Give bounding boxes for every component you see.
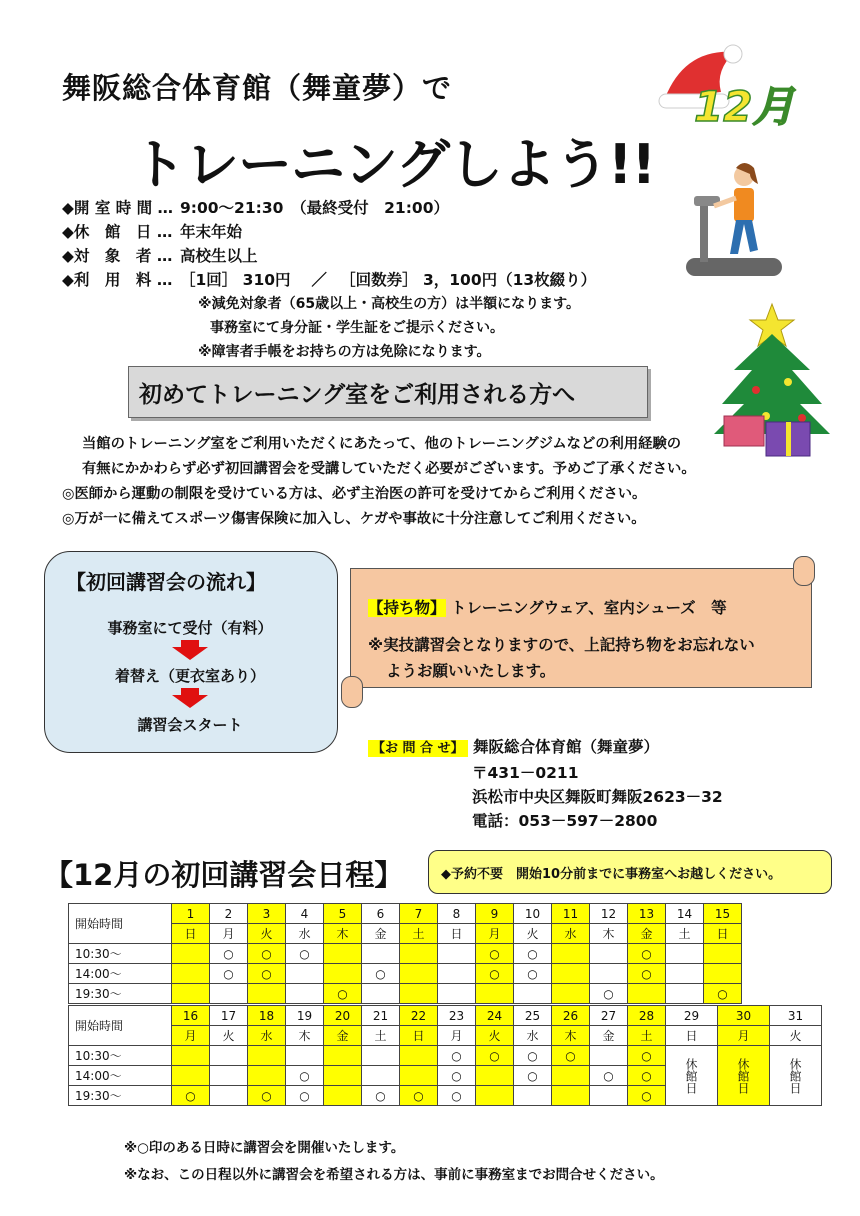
session-mark: ○: [248, 964, 286, 984]
session-mark: ○: [286, 1066, 324, 1086]
weekday-cell: 水: [514, 1026, 552, 1046]
date-cell: 7: [400, 904, 438, 924]
empty-slot: [210, 1046, 248, 1066]
weekday-cell: 金: [362, 924, 400, 944]
weekday-cell: 水: [248, 1026, 286, 1046]
empty-slot: [400, 964, 438, 984]
session-mark: ○: [438, 1066, 476, 1086]
session-mark: ○: [590, 984, 628, 1004]
flow-step-1: 事務室にて受付（有料）: [107, 619, 273, 637]
session-mark: ○: [286, 944, 324, 964]
empty-slot: [286, 984, 324, 1004]
empty-slot: [628, 984, 666, 1004]
weekday-cell: 日: [400, 1026, 438, 1046]
date-cell: 12: [590, 904, 628, 924]
time-label: 14:00～: [69, 964, 172, 984]
weekday-cell: 木: [590, 924, 628, 944]
flow-step-2: 着替え（更衣室あり）: [114, 667, 265, 685]
weekday-cell: 水: [552, 924, 590, 944]
weekday-cell: 火: [248, 924, 286, 944]
schedule-notice: ◆予約不要 開始10分前までに事務室へお越しください。: [428, 850, 832, 894]
belongings-note-line1: ※実技講習会となりますので、上記持ち物をお忘れない: [368, 636, 755, 654]
empty-slot: [400, 984, 438, 1004]
empty-slot: [324, 1086, 362, 1106]
belongings-tag: 【持ち物】: [368, 599, 446, 617]
empty-slot: [286, 1046, 324, 1066]
empty-slot: [324, 964, 362, 984]
first-time-banner: 初めてトレーニング室をご利用される方へ: [128, 366, 648, 418]
empty-slot: [210, 1086, 248, 1106]
date-cell: 28: [628, 1006, 666, 1026]
info-value: 年末年始: [180, 223, 243, 241]
fee-note-2: 事務室にて身分証・学生証をご提示ください。: [210, 320, 504, 336]
schedule-table-week2: [68, 1005, 822, 1106]
weekday-cell: 月: [476, 924, 514, 944]
session-mark: ○: [628, 944, 666, 964]
session-mark: ○: [210, 964, 248, 984]
info-value: 高校生以上: [180, 247, 258, 265]
closed-cell: 休館日: [666, 1046, 718, 1106]
belongings-text: トレーニングウェア、室内シューズ 等: [450, 599, 727, 617]
date-cell: 4: [286, 904, 324, 924]
closed-cell: 休館日: [770, 1046, 822, 1106]
date-cell: 27: [590, 1006, 628, 1026]
month-badge: 12月: [694, 82, 795, 131]
date-cell: 2: [210, 904, 248, 924]
date-cell: 15: [704, 904, 742, 924]
date-cell: 19: [286, 1006, 324, 1026]
session-mark: ○: [476, 1046, 514, 1066]
weekday-cell: 日: [172, 924, 210, 944]
empty-slot: [324, 1066, 362, 1086]
empty-slot: [476, 1066, 514, 1086]
empty-slot: [172, 1046, 210, 1066]
empty-slot: [590, 1086, 628, 1106]
fee-note-3: ※障害者手帳をお持ちの方は免除になります。: [198, 344, 491, 360]
date-cell: 1: [172, 904, 210, 924]
empty-slot: [514, 984, 552, 1004]
title-line2: トレーニングしよう!!: [132, 133, 656, 196]
date-cell: 10: [514, 904, 552, 924]
info-value: 9:00～21:30 （最終受付 21:00）: [180, 199, 449, 217]
contact-address: 浜松市中央区舞阪町舞阪2623－32: [472, 788, 723, 806]
empty-slot: [590, 964, 628, 984]
empty-slot: [324, 1046, 362, 1066]
date-cell: 5: [324, 904, 362, 924]
empty-slot: [666, 964, 704, 984]
contact-zip: 〒431－0211: [472, 764, 579, 782]
flow-title: 【初回講習会の流れ】: [66, 570, 266, 594]
empty-slot: [248, 1066, 286, 1086]
session-mark: ○: [438, 1046, 476, 1066]
contact-name: 舞阪総合体育館（舞童夢）: [472, 738, 659, 756]
scroll-roll-decoration: [341, 676, 363, 708]
empty-cell: [742, 944, 780, 964]
down-arrow-icon: [172, 688, 208, 708]
session-mark: ○: [362, 1086, 400, 1106]
empty-slot: [552, 1086, 590, 1106]
footer-note-1: ※○印のある日時に講習会を開催いたします。: [124, 1140, 405, 1156]
info-label: ◆対 象 者 …: [62, 247, 173, 265]
closed-cell: 休館日: [718, 1046, 770, 1106]
empty-slot: [438, 964, 476, 984]
intro-line: ◎万が一に備えてスポーツ傷害保険に加入し、ケガや事故に十分注意してご利用ください。: [62, 511, 646, 527]
info-row-fee: [62, 268, 596, 292]
empty-cell: [742, 964, 780, 984]
date-cell: 26: [552, 1006, 590, 1026]
empty-slot: [400, 944, 438, 964]
empty-slot: [666, 944, 704, 964]
info-row-target: [62, 244, 596, 268]
weekday-cell: 月: [210, 924, 248, 944]
empty-slot: [590, 1046, 628, 1066]
weekday-cell: 木: [324, 924, 362, 944]
session-mark: ○: [704, 984, 742, 1004]
empty-slot: [476, 984, 514, 1004]
belongings-note-line2: ようお願いいたします。: [386, 662, 556, 680]
belongings-line: [368, 596, 727, 618]
fee-note-1: ※減免対象者（65歳以上・高校生の方）は半額になります。: [198, 296, 580, 312]
footer-note-2: ※なお、この日程以外に講習会を希望される方は、事前に事務室までお問合せください。: [124, 1167, 664, 1183]
session-mark: ○: [628, 964, 666, 984]
empty-slot: [172, 984, 210, 1004]
intro-line: 当館のトレーニング室をご利用いただくにあたって、他のトレーニングジムなどの利用経験の: [82, 436, 682, 452]
empty-slot: [666, 984, 704, 1004]
empty-slot: [248, 984, 286, 1004]
empty-slot: [476, 1086, 514, 1106]
weekday-cell: 金: [590, 1026, 628, 1046]
schedule-table-week1: [68, 903, 780, 1004]
weekday-cell: 土: [400, 924, 438, 944]
weekday-cell: 月: [172, 1026, 210, 1046]
weekday-cell: 水: [286, 924, 324, 944]
intro-line: 有無にかかわらず必ず初回講習会を受講していただく必要がございます。予めご了承ください。: [82, 461, 696, 477]
weekday-cell: 月: [438, 1026, 476, 1046]
down-arrow-icon: [172, 640, 208, 660]
weekday-row: [69, 924, 780, 944]
weekday-cell: 日: [704, 924, 742, 944]
time-label: 10:30～: [69, 944, 172, 964]
weekday-cell: 金: [324, 1026, 362, 1046]
contact-tag: 【お 問 合 せ】: [368, 740, 468, 757]
empty-slot: [210, 984, 248, 1004]
scroll-roll-decoration: [793, 556, 815, 586]
date-cell: 29: [666, 1006, 718, 1026]
start-time-label: 開始時間: [69, 904, 172, 944]
time-label: 19:30～: [69, 984, 172, 1004]
session-mark: ○: [514, 964, 552, 984]
info-row-closed: [62, 220, 596, 244]
empty-slot: [400, 1066, 438, 1086]
date-cell: 11: [552, 904, 590, 924]
info-label: ◆利 用 料 …: [62, 271, 173, 289]
date-cell: 13: [628, 904, 666, 924]
empty-cell: [742, 924, 780, 944]
date-cell: 30: [718, 1006, 770, 1026]
belongings-note: [368, 632, 755, 684]
empty-slot: [552, 944, 590, 964]
info-label: ◆開 室 時 間 …: [62, 199, 174, 217]
empty-slot: [210, 1066, 248, 1086]
empty-cell: [742, 984, 780, 1004]
empty-slot: [590, 944, 628, 964]
weekday-cell: 木: [286, 1026, 324, 1046]
empty-slot: [324, 944, 362, 964]
date-cell: 3: [248, 904, 286, 924]
empty-slot: [172, 964, 210, 984]
empty-slot: [172, 944, 210, 964]
date-cell: 24: [476, 1006, 514, 1026]
session-mark: ○: [286, 1086, 324, 1106]
date-cell: 23: [438, 1006, 476, 1026]
empty-slot: [704, 944, 742, 964]
empty-slot: [704, 964, 742, 984]
date-cell: 25: [514, 1006, 552, 1026]
session-mark: ○: [248, 1086, 286, 1106]
date-cell: 8: [438, 904, 476, 924]
weekday-cell: 日: [438, 924, 476, 944]
weekday-cell: 土: [362, 1026, 400, 1046]
empty-slot: [362, 1046, 400, 1066]
date-cell: 22: [400, 1006, 438, 1026]
time-slot-row: [69, 984, 780, 1004]
weekday-cell: 火: [514, 924, 552, 944]
start-time-label: 開始時間: [69, 1006, 172, 1046]
contact-tel: 電話：053－597－2800: [472, 812, 658, 830]
treadmill-runner-icon: [680, 158, 790, 284]
christmas-tree-icon: [706, 300, 830, 464]
weekday-cell: 火: [210, 1026, 248, 1046]
session-mark: ○: [628, 1046, 666, 1066]
empty-slot: [552, 984, 590, 1004]
time-label: 19:30～: [69, 1086, 172, 1106]
empty-slot: [362, 984, 400, 1004]
weekday-cell: 火: [770, 1026, 822, 1046]
facility-info: [62, 196, 596, 364]
weekday-cell: 火: [476, 1026, 514, 1046]
weekday-cell: 金: [628, 924, 666, 944]
date-cell: 31: [770, 1006, 822, 1026]
weekday-cell: 木: [552, 1026, 590, 1046]
intro-text: [62, 432, 696, 532]
session-mark: ○: [590, 1066, 628, 1086]
info-label: ◆休 館 日 …: [62, 223, 173, 241]
weekday-cell: 日: [666, 1026, 718, 1046]
session-mark: ○: [476, 964, 514, 984]
time-slot-row: [69, 1046, 822, 1066]
date-cell: 20: [324, 1006, 362, 1026]
date-row: [69, 904, 780, 924]
date-cell: 21: [362, 1006, 400, 1026]
session-mark: ○: [476, 944, 514, 964]
empty-slot: [362, 944, 400, 964]
empty-slot: [172, 1066, 210, 1086]
session-mark: ○: [514, 1066, 552, 1086]
session-mark: ○: [514, 1046, 552, 1066]
session-mark: ○: [362, 964, 400, 984]
date-cell: 16: [172, 1006, 210, 1026]
empty-slot: [248, 1046, 286, 1066]
date-cell: 9: [476, 904, 514, 924]
date-row: [69, 1006, 822, 1026]
date-cell: 18: [248, 1006, 286, 1026]
contact-block: [368, 735, 723, 833]
session-mark: ○: [210, 944, 248, 964]
empty-slot: [438, 984, 476, 1004]
empty-cell: [742, 904, 780, 924]
weekday-cell: 月: [718, 1026, 770, 1046]
time-slot-row: [69, 964, 780, 984]
session-mark: ○: [438, 1086, 476, 1106]
session-mark: ○: [628, 1066, 666, 1086]
date-cell: 17: [210, 1006, 248, 1026]
info-row-hours: [62, 196, 596, 220]
empty-slot: [552, 1066, 590, 1086]
session-mark: ○: [172, 1086, 210, 1106]
session-mark: ○: [400, 1086, 438, 1106]
date-cell: 6: [362, 904, 400, 924]
info-value: ［1回］ 310円 ／ ［回数券］ 3，100円（13枚綴り）: [180, 271, 597, 289]
empty-slot: [286, 964, 324, 984]
empty-slot: [438, 944, 476, 964]
weekday-row: [69, 1026, 822, 1046]
empty-slot: [362, 1066, 400, 1086]
date-cell: 14: [666, 904, 704, 924]
schedule-title: 【12月の初回講習会日程】: [44, 858, 404, 892]
title-line1: 舞阪総合体育館（舞童夢）で: [62, 71, 453, 105]
flow-step-3: 講習会スタート: [137, 716, 243, 734]
empty-slot: [400, 1046, 438, 1066]
session-mark: ○: [248, 944, 286, 964]
session-mark: ○: [324, 984, 362, 1004]
time-label: 10:30～: [69, 1046, 172, 1066]
weekday-cell: 土: [628, 1026, 666, 1046]
empty-slot: [514, 1086, 552, 1106]
time-label: 14:00～: [69, 1066, 172, 1086]
session-mark: ○: [514, 944, 552, 964]
weekday-cell: 土: [666, 924, 704, 944]
intro-line: ◎医師から運動の制限を受けている方は、必ず主治医の許可を受けてからご利用ください。: [62, 486, 647, 502]
session-mark: ○: [552, 1046, 590, 1066]
time-slot-row: [69, 944, 780, 964]
empty-slot: [552, 964, 590, 984]
session-mark: ○: [628, 1086, 666, 1106]
